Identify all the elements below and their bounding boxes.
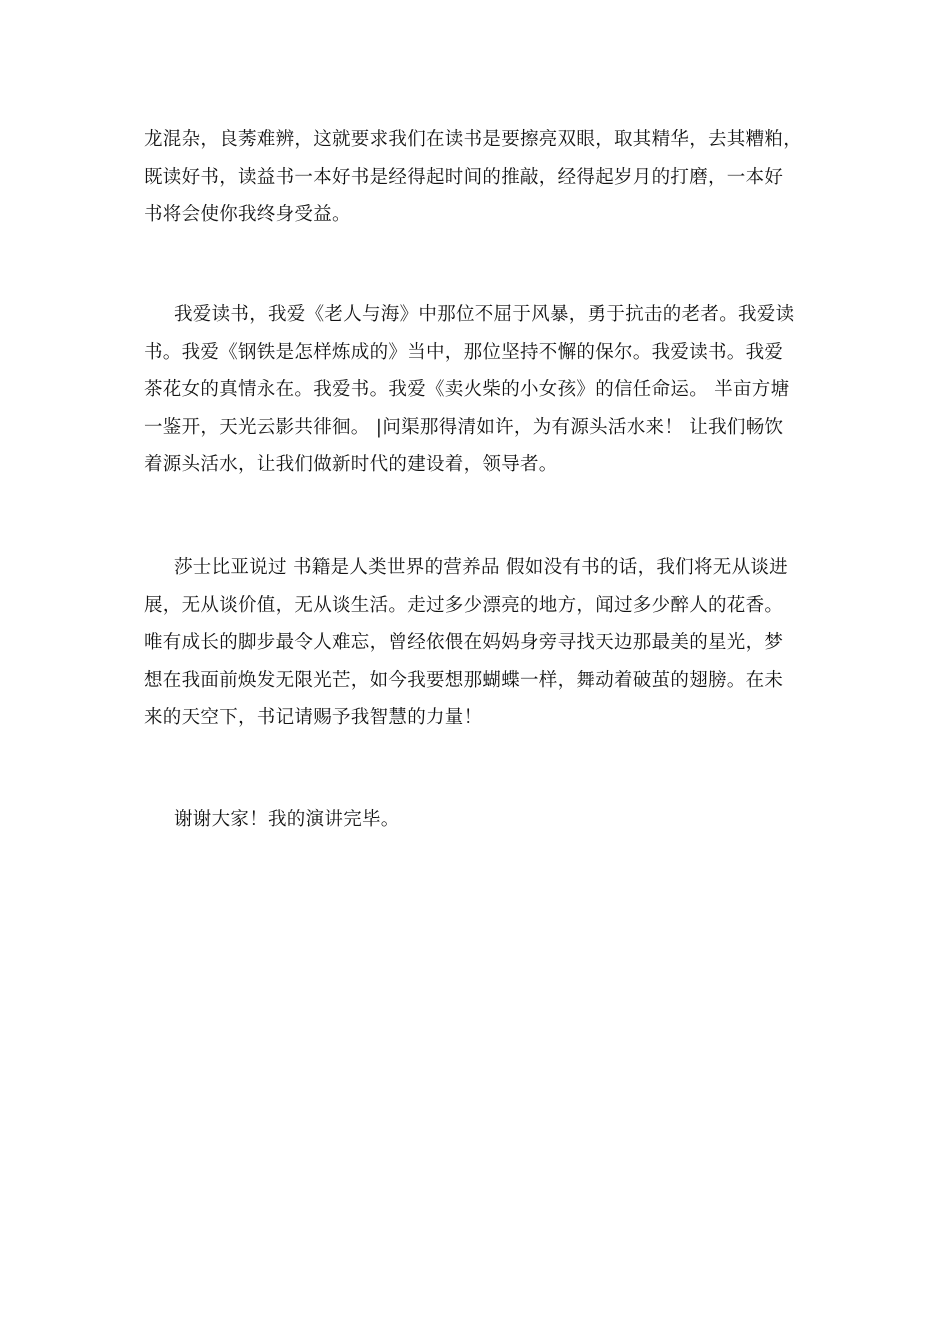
- text-line: 唯有成长的脚步最令人难忘，曾经依偎在妈妈身旁寻找天边那最美的星光，梦: [144, 632, 784, 653]
- text-line: 莎士比亚说过 书籍是人类世界的营养品 假如没有书的话，我们将无从谈进: [174, 557, 788, 578]
- text-line: 茶花女的真情永在。我爱书。我爱《卖火柴的小女孩》的信任命运。 半亩方塘: [144, 379, 790, 400]
- text-line: 一鉴开，天光云影共徘徊。 |问渠那得清如许，为有源头活水来！ 让我们畅饮: [144, 416, 784, 438]
- text-line: 书将会使你我终身受益。: [144, 204, 351, 225]
- paragraph-3: [144, 549, 816, 737]
- text-line: 我爱读书，我爱《老人与海》中那位不屈于风暴，勇于抗击的老者。我爱读: [174, 304, 795, 325]
- text-line: 书。我爱《钢铁是怎样炼成的》当中，那位坚持不懈的保尔。我爱读书。我爱: [144, 341, 784, 363]
- paragraph-2: [144, 296, 816, 484]
- text-line: 想在我面前焕发无限光芒，如今我要想那蝴蝶一样，舞动着破茧的翅膀。在未: [144, 669, 784, 691]
- paragraph-4: [144, 801, 816, 839]
- text-line: 谢谢大家！我的演讲完毕。: [174, 809, 400, 830]
- text-line: 着源头活水，让我们做新时代的建设着，领导者。: [144, 454, 558, 475]
- text-line: 龙混杂，良莠难辨，这就要求我们在读书是要擦亮双眼，取其精华，去其糟粕，: [144, 129, 803, 150]
- paragraph-1: [144, 121, 816, 234]
- text-line: 既读好书，读益书一本好书是经得起时间的推敲，经得起岁月的打磨，一本好: [144, 166, 784, 188]
- text-line: 展，无从谈价值，无从谈生活。走过多少漂亮的地方，闻过多少醉人的花香。: [144, 594, 784, 616]
- text-line: 来的天空下，书记请赐予我智慧的力量！: [144, 707, 483, 728]
